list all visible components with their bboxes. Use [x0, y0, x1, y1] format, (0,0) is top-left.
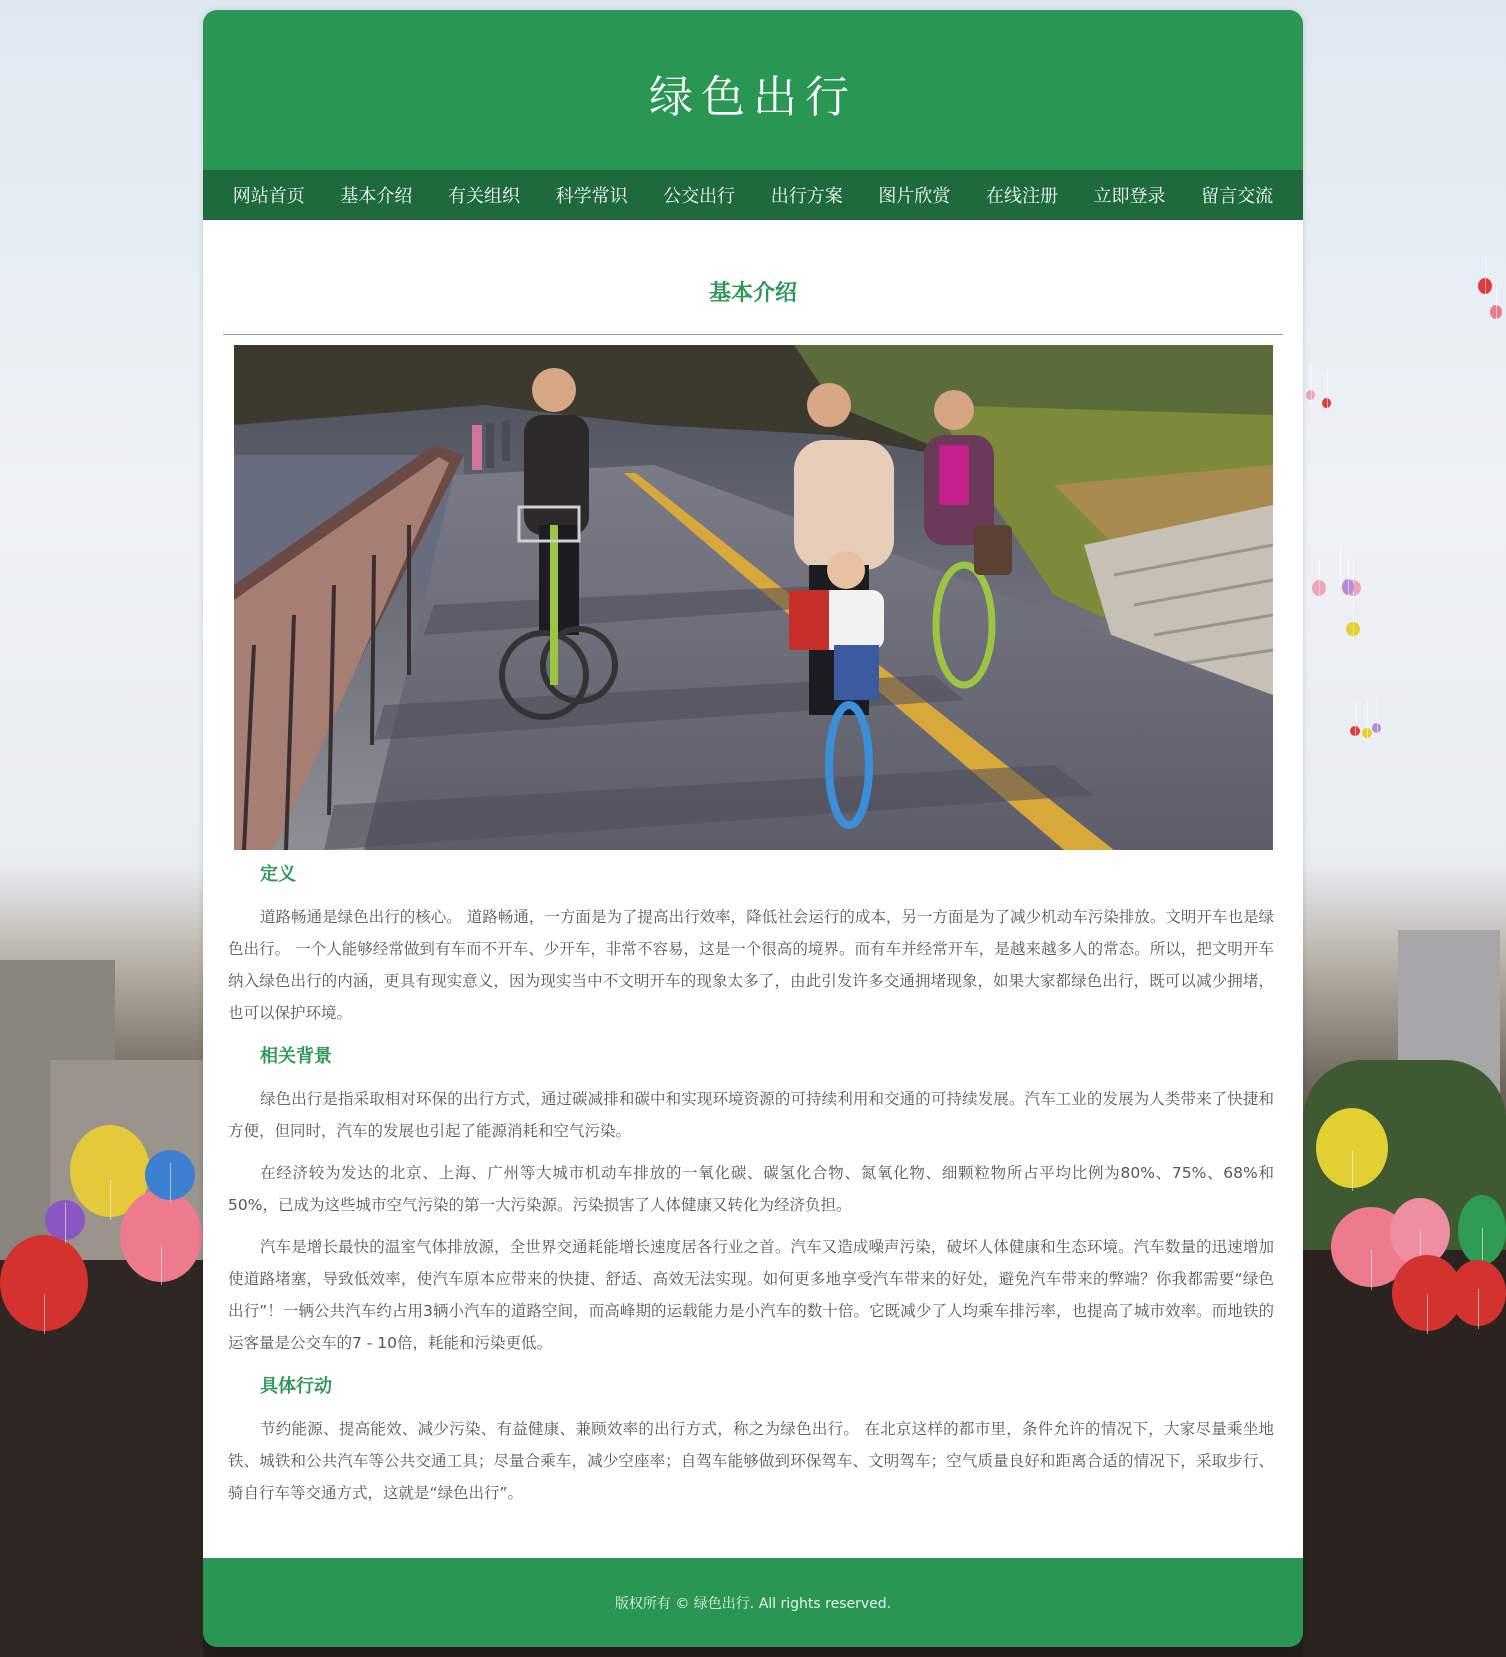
balloon-shape	[1372, 723, 1381, 733]
balloon-shape	[0, 1235, 88, 1331]
nav-item-travel-plans[interactable]: 出行方案	[770, 186, 843, 207]
section-paragraph: 绿色出行是指采取相对环保的出行方式，通过碳减排和碳中和实现环境资源的可持续利用和交通的可持续发展。汽车工业的发展为人类带来了快捷和方便，但同时，汽车的发展也引起了能源消耗和空气污染。	[228, 1090, 1274, 1140]
main-content	[203, 220, 1303, 1558]
site-footer	[203, 1558, 1303, 1647]
balloon-shape	[1450, 1260, 1506, 1326]
nav-item-home[interactable]: 网站首页	[232, 186, 305, 207]
article-body	[203, 861, 1303, 1509]
nav-item-login[interactable]: 立即登录	[1093, 186, 1166, 207]
site-title: 绿色出行	[649, 72, 857, 123]
section-heading-background: 相关背景	[260, 1046, 332, 1067]
main-nav	[203, 170, 1303, 220]
balloon-shape	[1350, 726, 1360, 736]
balloon-shape	[1342, 579, 1354, 595]
nav-item-intro[interactable]: 基本介绍	[340, 186, 413, 207]
hero-image-cycling-family	[234, 345, 1273, 850]
balloon-shape	[1458, 1195, 1506, 1265]
page-container	[203, 10, 1303, 1647]
balloon-shape	[145, 1150, 195, 1200]
section-paragraph: 道路畅通是绿色出行的核心。 道路畅通，一方面是为了提高出行效率，降低社会运行的成本，另一方面是为了减少机动车污染排放。文明开车也是绿色出行。 一个人能够经常做到有车而不开车、少开车，非常不容易，这是一个很高的境界。而有车并经常开车，是越来越多人的常态。所以，把文明开车纳入绿色出行的内涵，更具有现实意义，因为现实当中不文明开车的现象太多了，由此引发许多交通拥堵现象，如果大家都绿色出行，既可以减少拥堵，也可以保护环境。	[228, 908, 1274, 1022]
nav-item-gallery[interactable]: 图片欣赏	[878, 186, 951, 207]
balloon-shape	[1316, 1108, 1388, 1188]
nav-item-organizations[interactable]: 有关组织	[447, 186, 520, 207]
balloon-shape	[1306, 390, 1315, 400]
copyright-text: 版权所有 © 绿色出行. All rights reserved.	[614, 1596, 892, 1612]
balloon-shape	[1346, 622, 1360, 636]
page-title: 基本介绍	[708, 281, 797, 306]
balloon-shape	[1490, 305, 1502, 319]
balloon-shape	[1478, 278, 1492, 294]
nav-item-register[interactable]: 在线注册	[985, 186, 1058, 207]
balloon-shape	[45, 1200, 85, 1240]
nav-item-bus-travel[interactable]: 公交出行	[663, 186, 736, 207]
section-paragraph: 在经济较为发达的北京、上海、广州等大城市机动车排放的一氧化碳、碳氢化合物、氮氧化物、细颗粒物所占平均比例为80%、75%、68%和50%，已成为这些城市空气污染的第一大污染源。污染损害了人体健康又转化为经济负担。	[228, 1164, 1274, 1214]
site-header	[203, 10, 1303, 170]
balloon-shape	[120, 1190, 202, 1282]
nav-item-guestbook[interactable]: 留言交流	[1201, 186, 1274, 207]
nav-item-science[interactable]: 科学常识	[555, 186, 628, 207]
title-divider	[223, 334, 1283, 335]
section-heading-definition: 定义	[260, 864, 296, 885]
balloon-shape	[1312, 580, 1326, 596]
section-paragraph: 汽车是增长最快的温室气体排放源，全世界交通耗能增长速度居各行业之首。汽车又造成噪声污染，破坏人体健康和生态环境。汽车数量的迅速增加使道路堵塞，导致低效率，使汽车原本应带来的快捷、舒适、高效无法实现。如何更多地享受汽车带来的好处，避免汽车带来的弊端？你我都需要“绿色出行”！一辆公共汽车约占用3辆小汽车的道路空间，而高峰期的运载能力是小汽车的数十倍。它既减少了人均乘车排污率，也提高了城市效率。而地铁的运客量是公交车的7 - 10倍，耗能和污染更低。	[228, 1238, 1274, 1352]
section-paragraph: 节约能源、提高能效、减少污染、有益健康、兼顾效率的出行方式，称之为绿色出行。 在北京这样的都市里，条件允许的情况下，大家尽量乘坐地铁、城铁和公共汽车等公共交通工具；尽量合乘车，减少空座率；自驾车能够做到环保驾车、文明驾车；空气质量良好和距离合适的情况下，采取步行、骑自行车等交通方式，这就是“绿色出行”。	[228, 1420, 1274, 1502]
balloon-shape	[1362, 728, 1372, 738]
section-heading-actions: 具体行动	[260, 1376, 332, 1397]
balloon-shape	[1322, 398, 1331, 408]
